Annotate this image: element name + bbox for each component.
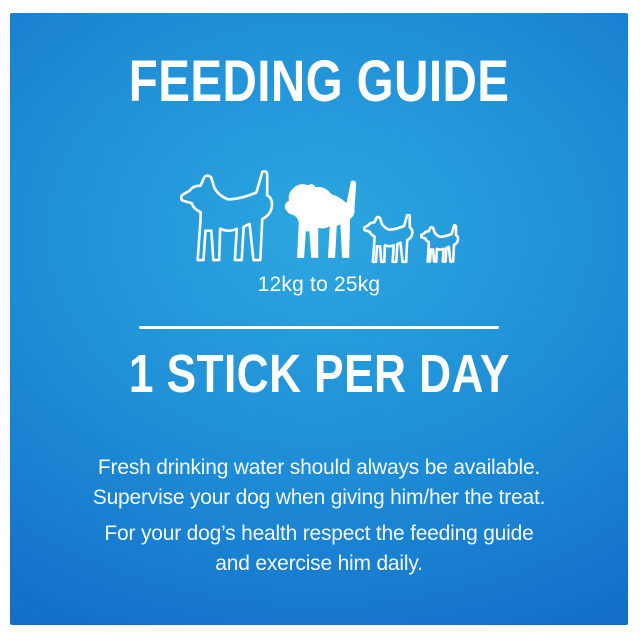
note-line: and exercise him daily. — [215, 552, 423, 575]
dog-size-row — [179, 170, 460, 264]
note-line: Supervise your dog when giving him/her the treat. — [92, 486, 546, 509]
large-dog-outline-icon — [179, 170, 277, 264]
page-title: FEEDING GUIDE — [128, 49, 510, 114]
divider-line — [139, 326, 499, 329]
health-exercise-note — [104, 519, 533, 579]
weight-range-label: 12kg to 25kg — [257, 273, 381, 296]
blue-panel — [10, 13, 628, 625]
toy-dog-outline-icon — [420, 224, 460, 264]
serving-title: 1 STICK PER DAY — [128, 344, 510, 404]
note-line: For your dog’s health respect the feeding guide — [104, 522, 534, 545]
water-supervision-note — [93, 453, 545, 513]
note-line: Fresh drinking water should always be available. — [97, 456, 541, 479]
small-dog-outline-icon — [363, 214, 415, 264]
medium-dog-filled-icon — [282, 174, 358, 264]
